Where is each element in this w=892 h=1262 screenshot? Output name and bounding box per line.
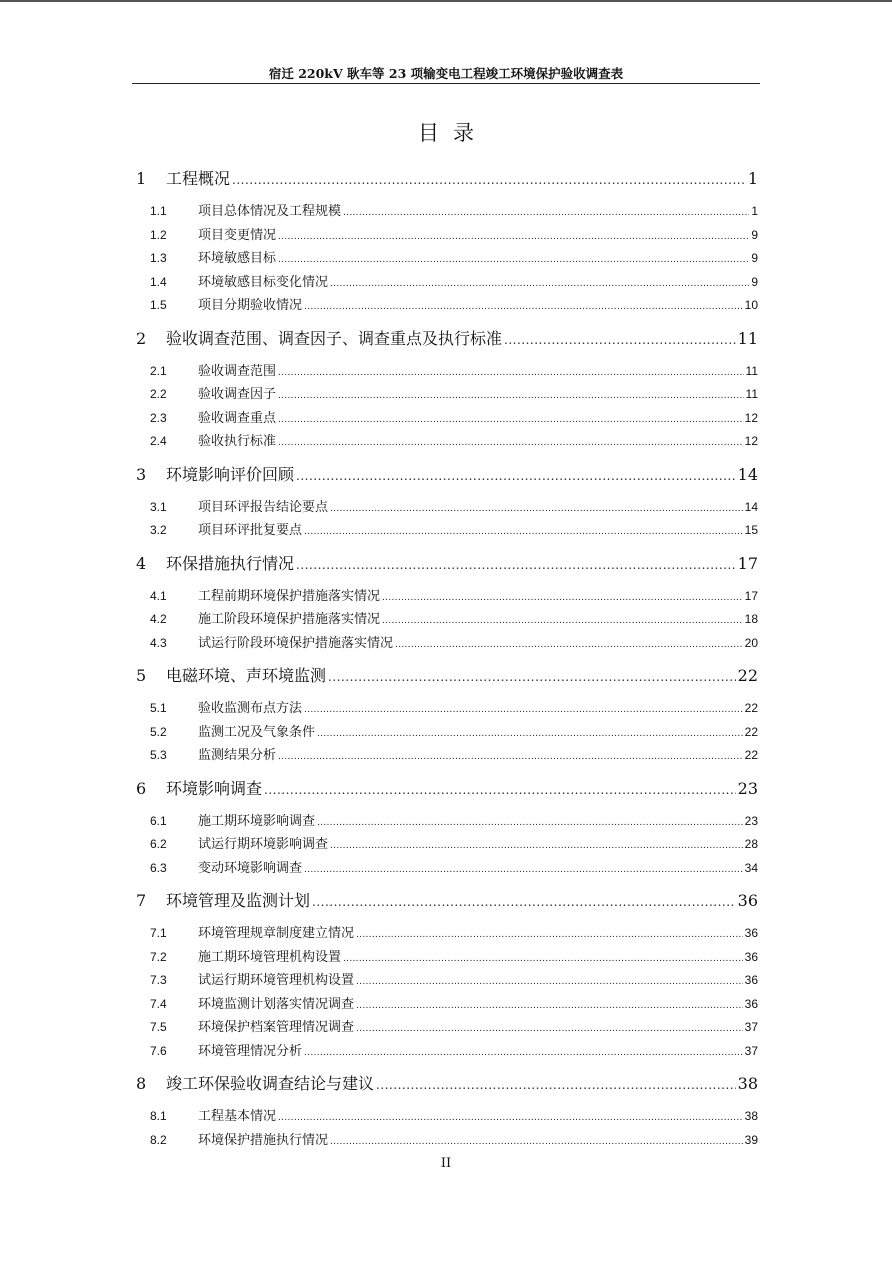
toc-section-number: 2.1 bbox=[150, 363, 167, 378]
dot-leader bbox=[278, 362, 744, 386]
toc-section-page: 11 bbox=[745, 363, 758, 378]
dot-leader bbox=[356, 971, 743, 995]
toc-title bbox=[0, 117, 892, 147]
toc-chapter-title: 竣工环保验收调查结论与建议 bbox=[166, 1074, 375, 1093]
table-of-contents bbox=[136, 162, 758, 1156]
toc-section-number: 8.1 bbox=[150, 1109, 167, 1123]
toc-section-title: 项目总体情况及工程规模 bbox=[198, 204, 342, 219]
top-border bbox=[0, 0, 892, 2]
dot-leader bbox=[232, 163, 746, 197]
toc-section-entry[interactable] bbox=[136, 946, 758, 970]
toc-chapter-entry[interactable] bbox=[136, 322, 758, 356]
toc-chapter-number: 7 bbox=[136, 891, 147, 910]
toc-section-number: 5.3 bbox=[150, 748, 167, 762]
toc-section-page: 12 bbox=[744, 410, 758, 425]
toc-section-entry[interactable] bbox=[136, 969, 758, 993]
toc-section-number: 1.1 bbox=[150, 204, 167, 218]
toc-chapter-page: 17 bbox=[737, 553, 758, 573]
document-header: 宿迁 220kV 耿车等 23 项输变电工程竣工环境保护验收调查表 bbox=[268, 66, 624, 81]
toc-section-title: 项目环评报告结论要点 bbox=[198, 499, 329, 515]
toc-section-entry[interactable] bbox=[136, 1040, 758, 1064]
toc-section-number: 2.4 bbox=[150, 434, 167, 448]
toc-section-title: 验收监测布点方法 bbox=[198, 701, 303, 716]
toc-section-title: 环境保护措施执行情况 bbox=[198, 1132, 329, 1148]
dot-leader bbox=[304, 1042, 743, 1066]
toc-chapter-number: 1 bbox=[136, 169, 147, 188]
toc-chapter-page: 38 bbox=[737, 1074, 758, 1093]
toc-section-number: 4.3 bbox=[150, 635, 167, 650]
toc-section-title: 环境管理规章制度建立情况 bbox=[198, 926, 355, 941]
toc-section-entry[interactable] bbox=[136, 810, 758, 834]
toc-section-entry[interactable] bbox=[136, 1105, 758, 1129]
toc-chapter-page: 1 bbox=[747, 169, 758, 188]
toc-section-entry[interactable] bbox=[136, 744, 758, 768]
toc-chapter-page: 22 bbox=[737, 666, 758, 685]
toc-section-number: 7.3 bbox=[150, 973, 167, 987]
toc-section-page: 34 bbox=[744, 860, 758, 875]
toc-chapter-entry[interactable] bbox=[136, 162, 758, 196]
toc-section-number: 7.1 bbox=[150, 926, 167, 940]
toc-section-entry[interactable] bbox=[136, 407, 758, 431]
toc-section-number: 7.5 bbox=[150, 1020, 167, 1034]
toc-section-title: 施工阶段环境保护措施落实情况 bbox=[198, 612, 381, 627]
toc-chapter-entry[interactable] bbox=[136, 772, 758, 806]
dot-leader bbox=[330, 835, 743, 859]
toc-section-entry[interactable] bbox=[136, 496, 758, 520]
toc-section-entry[interactable] bbox=[136, 632, 758, 656]
toc-section-page: 22 bbox=[744, 724, 758, 739]
toc-section-page: 17 bbox=[744, 588, 758, 603]
toc-chapter-title: 验收调查范围、调查因子、调查重点及执行标准 bbox=[166, 328, 503, 348]
toc-section-number: 7.2 bbox=[150, 949, 167, 964]
toc-section-title: 施工期环境影响调查 bbox=[198, 813, 316, 829]
toc-section-page: 39 bbox=[744, 1132, 758, 1147]
toc-section-entry[interactable] bbox=[136, 200, 758, 224]
dot-leader bbox=[356, 995, 743, 1019]
dot-leader bbox=[304, 859, 743, 883]
toc-section-title: 项目分期验收情况 bbox=[198, 298, 303, 313]
toc-section-number: 4.1 bbox=[150, 588, 167, 603]
toc-section-page: 36 bbox=[744, 926, 758, 940]
toc-section-number: 7.4 bbox=[150, 996, 167, 1011]
dot-leader bbox=[304, 699, 743, 723]
toc-section-title: 环境敏感目标变化情况 bbox=[198, 274, 329, 290]
toc-chapter-entry[interactable] bbox=[136, 884, 758, 918]
toc-chapter-entry[interactable] bbox=[136, 547, 758, 581]
toc-section-entry[interactable] bbox=[136, 721, 758, 745]
toc-chapter-number: 5 bbox=[136, 666, 147, 685]
toc-section-page: 9 bbox=[751, 251, 758, 265]
dot-leader bbox=[382, 610, 743, 634]
toc-section-page: 38 bbox=[744, 1109, 758, 1123]
dot-leader bbox=[376, 1068, 736, 1102]
toc-section-number: 8.2 bbox=[150, 1132, 167, 1147]
toc-section-title: 验收调查因子 bbox=[198, 387, 277, 402]
toc-chapter-title: 环境管理及监测计划 bbox=[166, 891, 311, 910]
toc-section-entry[interactable] bbox=[136, 993, 758, 1017]
page-number: II bbox=[440, 1156, 452, 1171]
dot-leader bbox=[304, 521, 743, 545]
toc-section-page: 36 bbox=[744, 949, 758, 964]
toc-section-entry[interactable] bbox=[136, 608, 758, 632]
toc-section-entry[interactable] bbox=[136, 224, 758, 248]
toc-section-page: 20 bbox=[744, 635, 758, 650]
toc-chapter-number: 8 bbox=[136, 1074, 147, 1093]
toc-section-title: 验收执行标准 bbox=[198, 434, 277, 449]
toc-section-number: 5.2 bbox=[150, 724, 167, 739]
toc-section-number: 3.1 bbox=[150, 499, 167, 514]
toc-chapter-page: 11 bbox=[737, 328, 758, 348]
dot-leader bbox=[296, 548, 736, 582]
toc-section-title: 环境管理情况分析 bbox=[198, 1043, 303, 1059]
toc-section-title: 环境敏感目标 bbox=[198, 251, 277, 266]
toc-section-title: 变动环境影响调查 bbox=[198, 860, 303, 876]
toc-section-page: 37 bbox=[744, 1020, 758, 1034]
dot-leader bbox=[278, 249, 749, 273]
toc-section-entry[interactable] bbox=[136, 857, 758, 881]
toc-section-page: 37 bbox=[744, 1043, 758, 1058]
dot-leader bbox=[395, 634, 743, 658]
toc-section-page: 36 bbox=[744, 973, 758, 987]
dot-leader bbox=[278, 1107, 743, 1131]
toc-section-title: 试运行期环境影响调查 bbox=[198, 837, 329, 852]
toc-section-title: 工程前期环境保护措施落实情况 bbox=[198, 588, 381, 604]
dot-leader bbox=[343, 202, 749, 226]
toc-chapter-title: 环境影响评价回顾 bbox=[166, 464, 295, 484]
toc-chapter-number: 4 bbox=[136, 553, 147, 573]
toc-section-number: 1.3 bbox=[150, 251, 167, 265]
toc-section-page: 10 bbox=[744, 298, 758, 312]
toc-section-title: 试运行期环境管理机构设置 bbox=[198, 973, 355, 988]
dot-leader bbox=[278, 746, 743, 770]
toc-section-title: 施工期环境管理机构设置 bbox=[198, 949, 342, 965]
toc-section-page: 1 bbox=[751, 204, 758, 218]
dot-leader bbox=[356, 1018, 743, 1042]
toc-section-title: 环境监测计划落实情况调查 bbox=[198, 996, 355, 1012]
toc-section-title: 试运行阶段环境保护措施落实情况 bbox=[198, 635, 394, 651]
dot-leader bbox=[312, 885, 736, 919]
toc-section-entry[interactable] bbox=[136, 1016, 758, 1040]
toc-section-entry[interactable] bbox=[136, 430, 758, 454]
toc-section-title: 验收调查重点 bbox=[198, 410, 277, 426]
dot-leader bbox=[330, 273, 749, 297]
toc-section-number: 2.2 bbox=[150, 387, 167, 401]
toc-chapter-page: 23 bbox=[737, 778, 758, 798]
dot-leader bbox=[504, 323, 736, 357]
dot-leader bbox=[304, 296, 743, 320]
toc-chapter-title: 环保措施执行情况 bbox=[166, 553, 295, 573]
toc-section-entry[interactable] bbox=[136, 1129, 758, 1153]
toc-section-entry[interactable] bbox=[136, 697, 758, 721]
toc-section-number: 4.2 bbox=[150, 612, 167, 626]
dot-leader bbox=[317, 812, 743, 836]
toc-section-title: 环境保护档案管理情况调查 bbox=[198, 1020, 355, 1035]
toc-chapter-number: 3 bbox=[136, 464, 147, 484]
dot-leader bbox=[330, 498, 743, 522]
toc-title-text: 目录 bbox=[418, 121, 488, 145]
dot-leader bbox=[278, 226, 749, 250]
toc-section-entry[interactable] bbox=[136, 360, 758, 384]
toc-section-entry[interactable] bbox=[136, 383, 758, 407]
dot-leader bbox=[296, 459, 736, 493]
toc-section-number: 1.5 bbox=[150, 298, 167, 312]
toc-section-page: 9 bbox=[751, 274, 758, 289]
toc-section-title: 验收调查范围 bbox=[198, 363, 277, 379]
toc-section-number: 2.3 bbox=[150, 410, 167, 425]
toc-section-entry[interactable] bbox=[136, 247, 758, 271]
toc-chapter-entry[interactable] bbox=[136, 659, 758, 693]
dot-leader bbox=[264, 773, 736, 807]
dot-leader bbox=[278, 385, 744, 409]
toc-chapter-entry[interactable] bbox=[136, 458, 758, 492]
toc-chapter-title: 电磁环境、声环境监测 bbox=[166, 666, 327, 685]
toc-section-title: 工程基本情况 bbox=[198, 1109, 277, 1124]
toc-chapter-page: 36 bbox=[737, 891, 758, 910]
dot-leader bbox=[278, 409, 743, 433]
toc-section-page: 15 bbox=[744, 523, 758, 537]
toc-section-page: 23 bbox=[744, 813, 758, 828]
toc-section-page: 18 bbox=[744, 612, 758, 626]
toc-section-title: 监测结果分析 bbox=[198, 748, 277, 763]
toc-section-entry[interactable] bbox=[136, 294, 758, 318]
toc-section-number: 6.1 bbox=[150, 813, 167, 828]
toc-section-page: 9 bbox=[751, 227, 758, 242]
dot-leader bbox=[343, 948, 743, 972]
dot-leader bbox=[317, 723, 743, 747]
header-rule bbox=[132, 83, 760, 84]
toc-chapter-title: 环境影响调查 bbox=[166, 778, 263, 798]
toc-chapter-entry[interactable] bbox=[136, 1067, 758, 1101]
dot-leader bbox=[356, 924, 743, 948]
toc-chapter-title: 工程概况 bbox=[166, 169, 231, 188]
toc-section-title: 项目变更情况 bbox=[198, 227, 277, 243]
toc-section-page: 22 bbox=[744, 701, 758, 715]
toc-section-number: 1.2 bbox=[150, 227, 167, 242]
toc-section-number: 7.6 bbox=[150, 1043, 167, 1058]
toc-chapter-page: 14 bbox=[737, 464, 758, 484]
toc-section-number: 5.1 bbox=[150, 701, 167, 715]
dot-leader bbox=[330, 1131, 743, 1155]
toc-section-number: 6.3 bbox=[150, 860, 167, 875]
toc-section-title: 监测工况及气象条件 bbox=[198, 724, 316, 740]
toc-chapter-number: 2 bbox=[136, 328, 147, 348]
toc-section-page: 22 bbox=[744, 748, 758, 762]
toc-section-entry[interactable] bbox=[136, 922, 758, 946]
toc-section-page: 12 bbox=[744, 434, 758, 448]
toc-section-title: 项目环评批复要点 bbox=[198, 523, 303, 538]
toc-section-entry[interactable] bbox=[136, 585, 758, 609]
toc-section-entry[interactable] bbox=[136, 519, 758, 543]
toc-section-page: 14 bbox=[744, 499, 758, 514]
toc-section-page: 11 bbox=[745, 387, 758, 401]
toc-section-page: 36 bbox=[744, 996, 758, 1011]
toc-section-number: 6.2 bbox=[150, 837, 167, 851]
toc-section-number: 1.4 bbox=[150, 274, 167, 289]
dot-leader bbox=[278, 432, 743, 456]
toc-section-page: 28 bbox=[744, 837, 758, 851]
toc-section-number: 3.2 bbox=[150, 523, 167, 537]
dot-leader bbox=[382, 587, 743, 611]
toc-chapter-number: 6 bbox=[136, 778, 147, 798]
dot-leader bbox=[328, 660, 736, 694]
toc-section-entry[interactable] bbox=[136, 833, 758, 857]
toc-section-entry[interactable] bbox=[136, 271, 758, 295]
